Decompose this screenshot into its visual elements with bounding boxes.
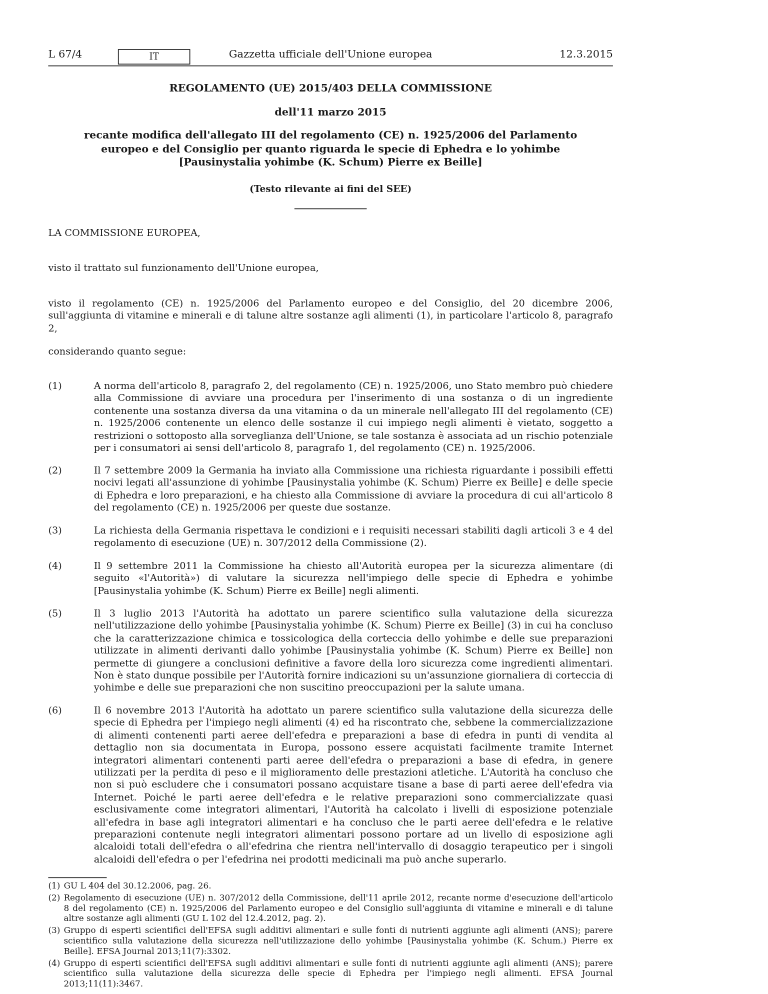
recital — [48, 381, 613, 455]
footnote-text: Gruppo di esperti scientifici dell'EFSA sugli additivi alimentari e sulle fonti di nutrienti aggiunte agli alimenti (ANS); parere scientifico sulla valutazione della sicurezza delle specie di Ephedra per l'impiego negli alimenti. EFSA Journal 2013;11(11):3467. — [63, 959, 613, 990]
publication-date: 12.3.2015 — [559, 48, 613, 61]
footnote — [48, 894, 613, 925]
recital-number: (5) — [48, 607, 62, 619]
visto-treaty: visto il trattato sul funzionamento dell'Unione europea, — [48, 262, 319, 274]
recital — [48, 465, 613, 515]
recital-number: (3) — [48, 525, 62, 537]
recital-text: La richiesta della Germania rispettava le condizioni e i requisiti necessari stabiliti dagli articoli 3 e 4 del regolamento di esecuzione (UE) n. 307/2012 della Commissione (2). — [93, 525, 613, 549]
recital-text: Il 3 luglio 2013 l'Autorità ha adottato un parere scientifico sulla valutazione della sicurezza nell'utilizzazione dello yohimbe [Pausinystalia yohimbe (K. Schum) Pierre ex Beille] (3) in cui ha concluso che la caratterizzazione chimica e tossicologica della corteccia dello yohimbe e delle sue preparazioni utilizzate in alimenti derivanti dallo yohimbe [Pausinystalia yohimbe (K. Schum) Pierre ex Beille] non permette di giungere a conclusioni definitive a favore della loro sicurezza come ingredienti alimentari. Non è stato dunque possibile per l'Autorità fornire indicazioni su un'assunzione giornaliera di corteccia di yohimbe e delle sue preparazioni che non suscitino preoccupazioni per la salute umana. — [93, 607, 613, 694]
recital-number: (4) — [48, 560, 62, 572]
journal-reference: L 67/4 — [48, 48, 83, 61]
footnote-number: (2) — [48, 893, 61, 904]
footnote-text: Regolamento di esecuzione (UE) n. 307/2012 della Commissione, dell'11 aprile 2012, recante norme d'esecuzione dell'articolo 8 del regolamento (CE) n. 1925/2006 del Parlamento europeo e del Consiglio sull'aggiunta di vitamine e minerali e di talune altre sostanze agli alimenti (GU L 102 del 12.4.2012, pag. 2). — [63, 893, 613, 924]
footnote-rule — [48, 877, 107, 878]
recital-text: Il 6 novembre 2013 l'Autorità ha adottato un parere scientifico sulla valutazione della sicurezza delle specie di Ephedra per l'impiego negli alimenti (4) ed ha riscontrato che, sebbene la commercializzazione di alimenti contenenti parti aeree dell'efedra e preparazioni a base di efedra in punti di vendita al dettaglio non sia documentata in Europa, possono essere acquistati facilmente tramite Internet integratori alimentari contenenti parti aeree dell'efedra o preparazioni a base di efedra, in genere utilizzati per la perdita di peso e il miglioramento delle prestazioni atletiche. L'Autorità ha concluso che non si può escludere che i consumatori possano acquistare tisane a base di parti aeree dell'efedra via Internet. Poiché le parti aeree dell'efedra e le relative preparazioni sono commercializzate quasi esclusivamente come integratori alimentari, l'Autorità ha calcolato i livelli di esposizione potenziale all'efedra in base agli integratori alimentari e ha concluso che le parti aeree dell'efedra e le relative preparazioni contenute negli integratori alimentari possono portare ad un livello di esposizione agli alcaloidi totali dell'efedra o all'efedrina che rientra nell'intervallo di dosaggio terapeutico per i singoli alcaloidi dell'efedra o per l'efedrina nei prodotti medicinali ma può anche superarlo. — [93, 705, 613, 866]
header-rule — [48, 65, 613, 66]
recital — [48, 705, 613, 866]
footnote — [48, 926, 613, 957]
regulation-subject: recante modifica dell'allegato III del regolamento (CE) n. 1925/2006 del Parlamento europeo e del Consiglio per quanto riguarda le specie di Ephedra e lo yohimbe [Pausinystalia yohimbe (K. Schum) Pierre ex Beille] — [84, 129, 578, 169]
eea-relevance: (Testo rilevante ai fini del SEE) — [249, 183, 412, 195]
recital — [48, 525, 613, 550]
language-badge: IT — [118, 49, 190, 64]
recital-text: Il 9 settembre 2011 la Commissione ha chiesto all'Autorità europea per la sicurezza alimentare (di seguito «l'Autorità») di valutare la sicurezza nell'impiego delle specie di Ephedra e yohimbe [Pausinystalia yohimbe (K. Schum) Pierre ex Beille] negli alimenti. — [93, 560, 613, 597]
considering-line: considerando quanto segue: — [48, 346, 187, 358]
recital-number: (1) — [48, 380, 62, 392]
recital-text: Il 7 settembre 2009 la Germania ha inviato alla Commissione una richiesta riguardante i possibili effetti nocivi legati all'assunzione di yohimbe [Pausinystalia yohimbe (K. Schum) Pierre ex Beille] e delle specie di Ephedra e loro preparazioni, e ha chiesto alla Commissione di avviare la procedura di cui all'articolo 8 del regolamento (CE) n. 1925/2006 per queste due sostanze. — [93, 464, 613, 514]
footnote — [48, 959, 613, 990]
recital — [48, 608, 613, 695]
recital-number: (6) — [48, 705, 62, 717]
footnote-text: Gruppo di esperti scientifici dell'EFSA sugli additivi alimentari e sulle fonti di nutrienti aggiunte agli alimenti (ANS); parere scientifico sulla valutazione della sicurezza nell'utilizzazione dello yohimbe [Pausinystalia yohimbe (K. Schum.) Pierre ex Beille]. EFSA Journal 2013;11(7):3302. — [63, 926, 613, 957]
recital-text: A norma dell'articolo 8, paragrafo 2, del regolamento (CE) n. 1925/2006, uno Stato membro può chiedere alla Commissione di avviare una procedura per l'inserimento di una sostanza o di un ingrediente contenente una sostanza diversa da una vitamina o da un minerale nell'allegato III del regolamento (CE) n. 1925/2006 contenente un elenco delle sostanze il cui impiego negli alimenti è vietato, soggetto a restrizioni o sottoposto alla sorveglianza dell'Unione, se tale sostanza è associata ad un rischio potenziale per i consumatori ai sensi dell'articolo 8, paragrafo 1, del regolamento (CE) n. 1925/2006. — [93, 380, 613, 454]
footnote-number: (4) — [48, 959, 61, 969]
footnote-text: GU L 404 del 30.12.2006, pag. 26. — [63, 881, 212, 891]
regulation-title: REGOLAMENTO (UE) 2015/403 DELLA COMMISSIONE — [169, 81, 492, 94]
page-header — [48, 46, 613, 65]
regulation-date: dell'11 marzo 2015 — [274, 105, 387, 118]
institution-line: LA COMMISSIONE EUROPEA, — [48, 227, 201, 239]
recital — [48, 560, 613, 597]
title-separator — [294, 208, 366, 209]
footnote — [48, 882, 613, 892]
journal-title: Gazzetta ufficiale dell'Unione europea — [228, 48, 433, 61]
recital-number: (2) — [48, 464, 62, 477]
footnote-number: (3) — [48, 926, 61, 936]
footnote-number: (1) — [48, 881, 61, 891]
visto-regulation: visto il regolamento (CE) n. 1925/2006 del Parlamento europeo e del Consiglio, del 20 dicembre 2006, sull'aggiunta di vitamine e minerali e di talune altre sostanze agli alimenti (1), in particolare l'articolo 8, paragrafo 2, — [48, 297, 613, 334]
